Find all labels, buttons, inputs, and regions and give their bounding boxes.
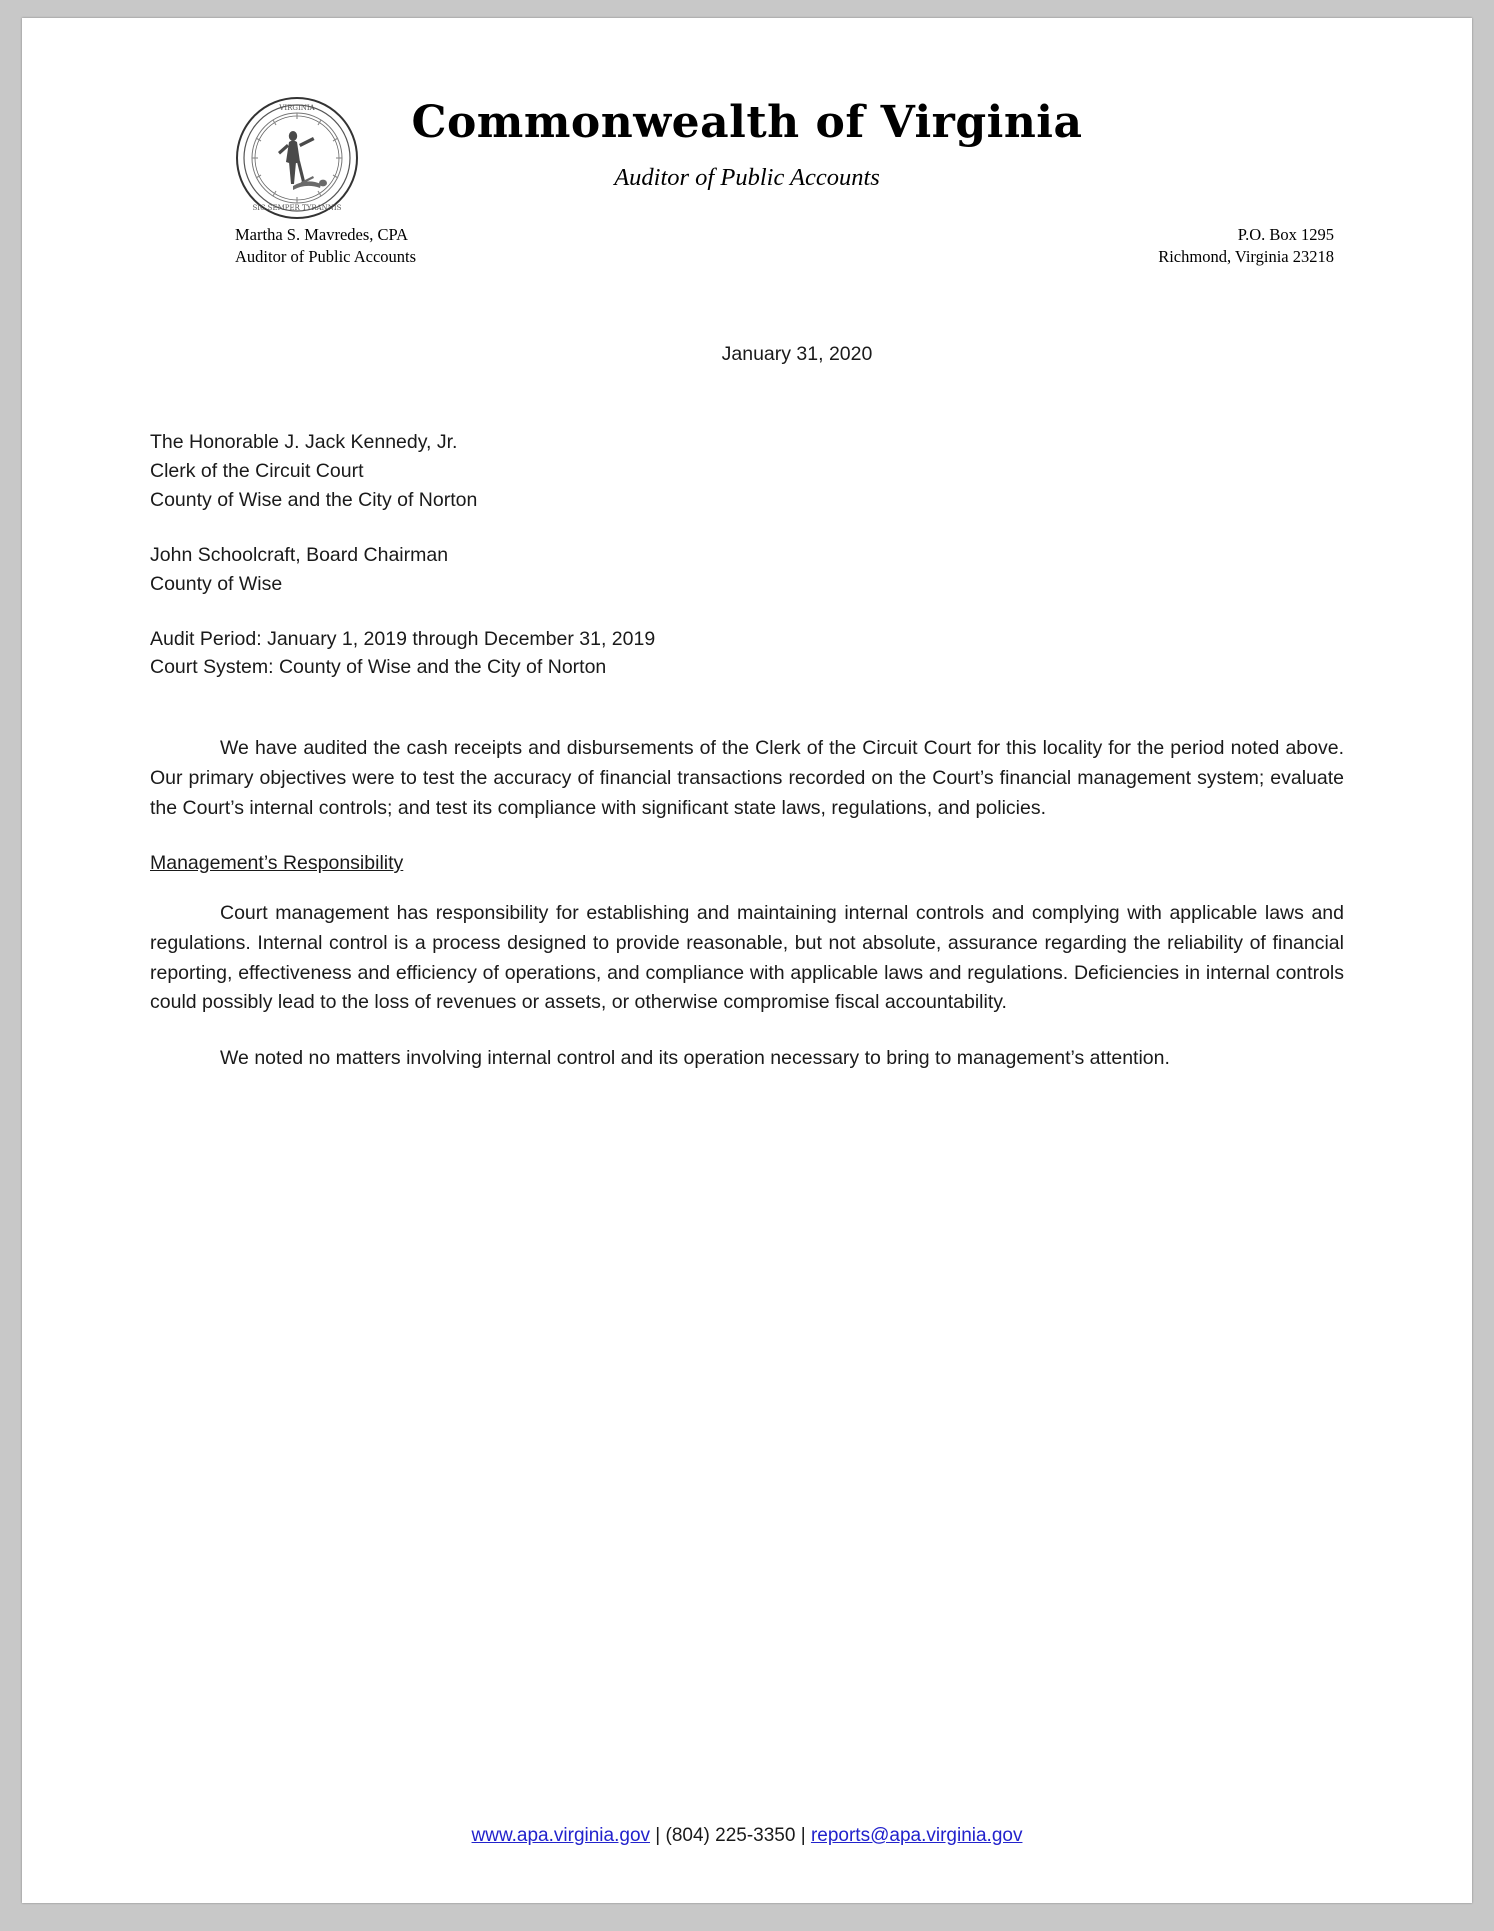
letter-page bbox=[22, 18, 1472, 1903]
letter-date: January 31, 2020 bbox=[721, 343, 873, 365]
audit-meta-block bbox=[150, 625, 1344, 683]
office-po-box: P.O. Box 1295 bbox=[1237, 225, 1334, 245]
footer-separator-1: | bbox=[650, 1825, 666, 1846]
letterhead bbox=[150, 78, 1344, 278]
virginia-state-seal-icon bbox=[235, 96, 359, 220]
footer-separator-2: | bbox=[795, 1825, 811, 1846]
addressee-line-2: Clerk of the Circuit Court bbox=[150, 460, 364, 483]
addressee-line-4: John Schoolcraft, Board Chairman bbox=[150, 543, 449, 566]
office-address-block bbox=[1158, 224, 1334, 269]
svg-text:SIC SEMPER TYRANNIS: SIC SEMPER TYRANNIS bbox=[252, 204, 342, 212]
auditor-title: Auditor of Public Accounts bbox=[235, 247, 417, 267]
court-system: Court System: County of Wise and the City of Norton bbox=[150, 656, 607, 679]
letterhead-contact-row bbox=[150, 224, 1344, 276]
svg-text:VIRGINIA: VIRGINIA bbox=[279, 104, 315, 112]
page-footer bbox=[22, 1825, 1472, 1847]
website-link[interactable]: www.apa.virginia.gov bbox=[471, 1825, 651, 1846]
phone-number: (804) 225-3350 bbox=[665, 1825, 796, 1846]
secondary-addressee-block bbox=[150, 541, 1344, 599]
responsibility-paragraph: Court management has responsibility for establishing and maintaining internal controls and complying with applicable laws and regulations. Internal control is a process designed to provide reasonable, but not absolute, assurance regarding the reliability of financial reporting, effectiveness and efficiency of operations, and compliance with applicable laws and regulations. Deficiencies in internal controls could possibly lead to the loss of revenues or assets, or otherwise compromise fiscal accountability. bbox=[150, 902, 1344, 1014]
email-link[interactable]: reports@apa.virginia.gov bbox=[810, 1825, 1023, 1846]
commonwealth-title: Commonwealth of Virginia bbox=[411, 97, 1083, 148]
addressee-line-3: County of Wise and the City of Norton bbox=[150, 488, 478, 511]
auditor-subtitle: Auditor of Public Accounts bbox=[614, 164, 880, 192]
letter-body bbox=[150, 340, 1344, 1074]
addressee-block bbox=[150, 428, 1344, 515]
office-city-state-zip: Richmond, Virginia 23218 bbox=[1158, 247, 1334, 267]
section-heading-management-responsibility: Management’s Responsibility bbox=[150, 852, 404, 875]
intro-paragraph: We have audited the cash receipts and disbursements of the Clerk of the Circuit Court for this locality for the period noted above. Our primary objectives were to test the accuracy of financial transactions recorded on the Court’s financial management system; evaluate the Court’s internal controls; and test its compliance with significant state laws, regulations, and policies. bbox=[150, 737, 1344, 819]
auditor-name: Martha S. Mavredes, CPA bbox=[235, 225, 409, 245]
audit-period: Audit Period: January 1, 2019 through December 31, 2019 bbox=[150, 627, 656, 650]
addressee-line-5: County of Wise bbox=[150, 572, 283, 595]
addressee-line-1: The Honorable J. Jack Kennedy, Jr. bbox=[150, 431, 458, 454]
closing-paragraph: We noted no matters involving internal control and its operation necessary to bring to management’s attention. bbox=[220, 1046, 1170, 1069]
auditor-name-block bbox=[235, 224, 416, 269]
